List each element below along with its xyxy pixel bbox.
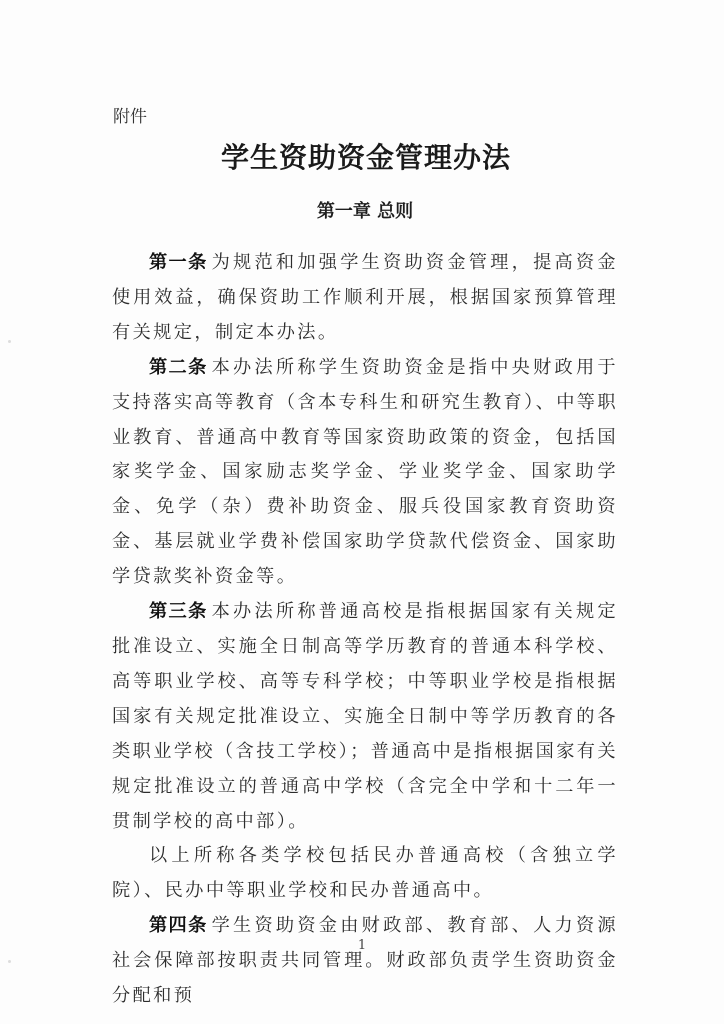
article-text: 本办法所称学生资助资金是指中央财政用于支持落实高等教育（含本专科生和研究生教育）、中等职业教育、普通高中教育等国家资助政策的资金，包括国家奖学金、国家励志奖学金、学业奖学金、国家助学金、免学（杂）费补助资金、服兵役国家教育资助资金、基层就业学费补偿国家助学贷款代偿资金、国家助学贷款奖补资金等。 — [112, 356, 618, 588]
article-1 — [112, 246, 618, 351]
page-number: 1 — [357, 938, 367, 953]
article-text: 学生资助资金由财政部、教育部、人力资源社会保障部按职责共同管理。财政部负责学生资助资金分配和预 — [112, 915, 618, 1007]
paragraph-text: 以上所称各类学校包括民办普通高校（含独立学院）、民办中等职业学校和民办普通高中。 — [112, 845, 618, 902]
article-3-continuation — [112, 839, 618, 909]
article-4 — [112, 909, 618, 1014]
scan-mark — [8, 960, 11, 963]
article-3 — [112, 595, 618, 839]
attachment-label: 附件 — [113, 107, 147, 127]
article-label: 第三条 — [149, 601, 208, 623]
document-body — [112, 246, 618, 1014]
article-2 — [112, 351, 618, 595]
article-text: 为规范和加强学生资助资金管理，提高资金使用效益，确保资助工作顺利开展，根据国家预算管理有关规定，制定本办法。 — [112, 252, 618, 343]
article-label: 第二条 — [149, 356, 208, 378]
document-title: 学生资助资金管理办法 — [220, 141, 511, 174]
article-label: 第一条 — [149, 252, 208, 273]
article-label: 第四条 — [149, 915, 208, 937]
scan-mark — [8, 340, 11, 343]
chapter-heading: 第一章 总则 — [316, 201, 414, 222]
article-text: 本办法所称普通高校是指根据国家有关规定批准设立、实施全日制高等学历教育的普通本科学校、高等职业学校、高等专科学校；中等职业学校是指根据国家有关规定批准设立、实施全日制中等学历教育的各类职业学校（含技工学校）；普通高中是指根据国家有关规定批准设立的普通高中学校（含完全中学和十二年一贯制学校的高中部）。 — [112, 601, 618, 832]
